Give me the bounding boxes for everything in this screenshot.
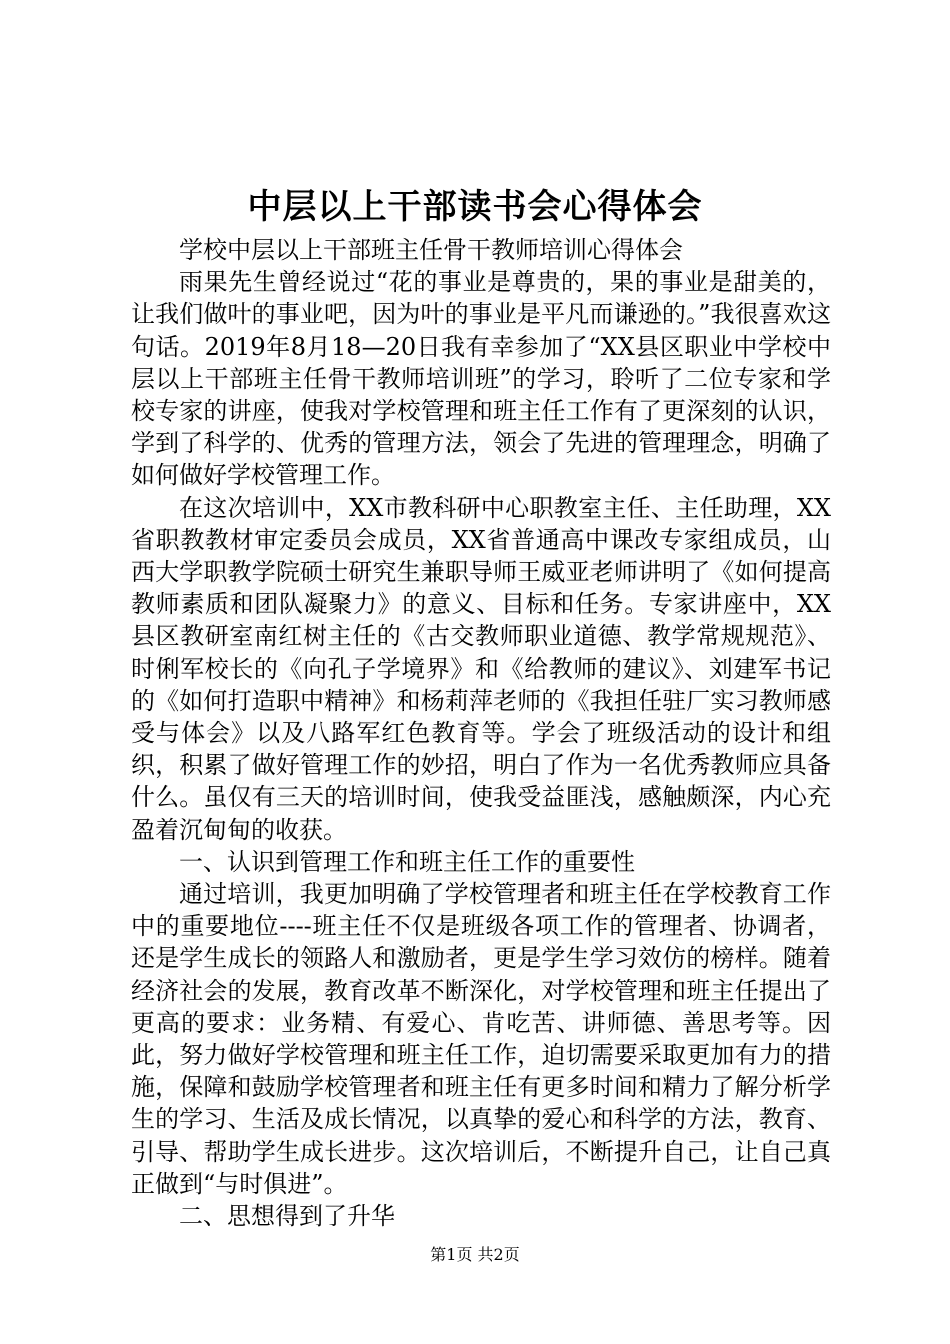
page-footer: 第1页 共2页 — [430, 1245, 520, 1264]
document-title: 中层以上干部读书会心得体会 — [247, 187, 703, 227]
section-heading: 一、认识到管理工作和班主任工作的重要性 — [179, 847, 635, 876]
body-paragraph: 通过培训，我更加明确了学校管理者和班主任在学校教育工作中的重要地位----班主任不仅是班级各项工作的管理者、协调者，还是学生成长的领路人和激励者，更是学生学习效仿的榜样。随着经济社会的发展，教育改革不断深化，对学校管理和班主任提出了更高的要求：业务精、有爱心、肯吃苦、讲师德、善思考等。因此，努力做好学校管理和班主任工作，迫切需要采取更加有力的措施，保障和鼓励学校管理者和班主任有更多时间和精力了解分析学生的学习、生活及成长情况，以真挚的爱心和科学的方法，教育、引导、帮助学生成长进步。这次培训后，不断提升自己，让自己真正做到“与时俱进”。 — [131, 880, 831, 1198]
document-body — [131, 234, 831, 1232]
body-paragraph: 在这次培训中，XX市教科研中心职教室主任、主任助理，XX省职教教材审定委员会成员，XX省普通高中课改专家组成员，山西大学职教学院硕士研究生兼职导师王威亚老师讲明了《如何提高教师素质和团队凝聚力》的意义、目标和任务。专家讲座中，XX县区教研室南红树主任的《古交教师职业道德、教学常规规范》、时俐军校长的《向孔子学境界》和《给教师的建议》、刘建军书记的《如何打造职中精神》和杨莉萍老师的《我担任驻厂实习教师感受与体会》以及八路军红色教育等。学会了班级活动的设计和组织，积累了做好管理工作的妙招，明白了作为一名优秀教师应具备什么。虽仅有三天的培训时间，使我受益匪浅，感触颇深，内心充盈着沉甸甸的收获。 — [131, 493, 831, 844]
subtitle-paragraph: 学校中层以上干部班主任骨干教师培训心得体会 — [179, 236, 683, 264]
section-heading: 二、思想得到了升华 — [179, 1202, 395, 1231]
body-paragraph: 雨果先生曾经说过“花的事业是尊贵的，果的事业是甜美的，让我们做叶的事业吧，因为叶的事业是平凡而谦逊的。”我很喜欢这句话。2019年8月18—20日我有幸参加了“XX县区职业中学校中层以上干部班主任骨干教师培训班”的学习，聆听了二位专家和学校专家的讲座，使我对学校管理和班主任工作有了更深刻的认识，学到了科学的、优秀的管理方法，领会了先进的管理理念，明确了如何做好学校管理工作。 — [131, 268, 831, 490]
